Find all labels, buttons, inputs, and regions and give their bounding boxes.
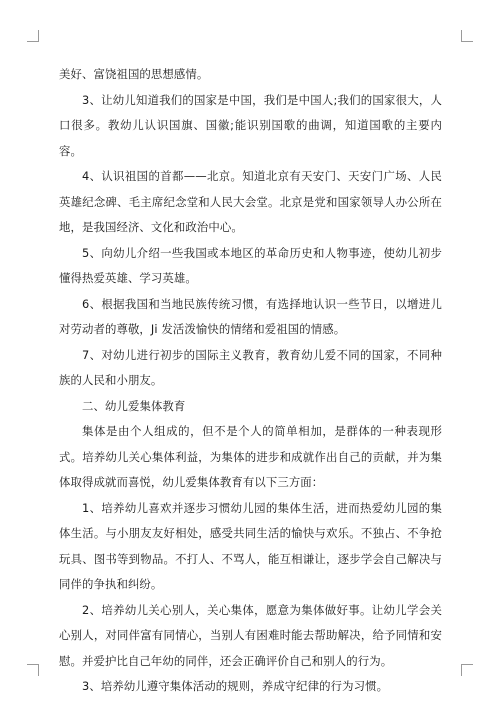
paragraph-collective-item-1: 1、培养幼儿喜欢并逐步习惯幼儿园的集体生活，进而热爱幼儿园的集体生活。与小朋友友好相处，感受共同生活的愉快与欢乐。不独占、不争抢玩具、图书等到物品。不打人、不骂人，能互相谦让，逐步学会自己解决与同伴的争执和纠纷。: [59, 500, 442, 591]
paragraph-item-6: 6、根据我国和当地民族传统习惯，有选择地认识一些节日，以增进儿对劳动者的尊敬，Ji 发活泼愉快的情绪和爱祖国的情感。: [59, 296, 442, 336]
paragraph-continuation: 美好、富饶祖国的思想感情。: [59, 67, 209, 81]
document-body: [59, 62, 442, 700]
paragraph-item-3: 3、让幼儿知道我们的国家是中国，我们是中国人;我们的国家很大，人口很多。教幼儿认识国旗、国徽;能识别国歌的曲调，知道国歌的主要内容。: [59, 92, 442, 158]
crop-mark-top-right: [461, 30, 473, 42]
paragraph-collective-intro: 集体是由个人组成的，但不是个人的简单相加，是群体的一种表现形式。培养幼儿关心集体利益，为集体的进步和成就作出自己的贡献，并为集体取得成就而喜悦，幼儿爱集体教育有以下三方面：: [59, 424, 442, 489]
paragraph-collective-item-3: 3、培养幼儿遵守集体活动的规则，养成守纪律的行为习惯。: [82, 679, 389, 693]
paragraph-item-4: 4、认识祖国的首都——北京。知道北京有天安门、天安门广场、人民英雄纪念碑、毛主席纪念堂和人民大会堂。北京是党和国家领导人办公所在地，是我国经济、文化和政治中心。: [59, 169, 442, 234]
paragraph-item-7: 7、对幼儿进行初步的国际主义教育，教育幼儿爱不同的国家，不同种族的人民和小朋友。: [59, 347, 442, 387]
crop-mark-top-left: [27, 30, 39, 42]
crop-mark-bottom-right: [461, 664, 473, 676]
paragraph-collective-item-2: 2、培养幼儿关心别人，关心集体，愿意为集体做好事。让幼儿学会关心别人，对同伴富有同情心，当别人有困难时能去帮助解决，给予同情和安慰。并爱护比自己年幼的同伴，还会正确评价自己和别人的行为。: [59, 602, 442, 668]
crop-mark-bottom-left: [27, 664, 39, 676]
paragraph-item-5: 5、向幼儿介绍一些我国或本地区的革命历史和人物事迹，使幼儿初步懂得热爱英雄、学习英雄。: [59, 245, 442, 285]
section-heading: 二、幼儿爱集体教育: [82, 398, 186, 413]
